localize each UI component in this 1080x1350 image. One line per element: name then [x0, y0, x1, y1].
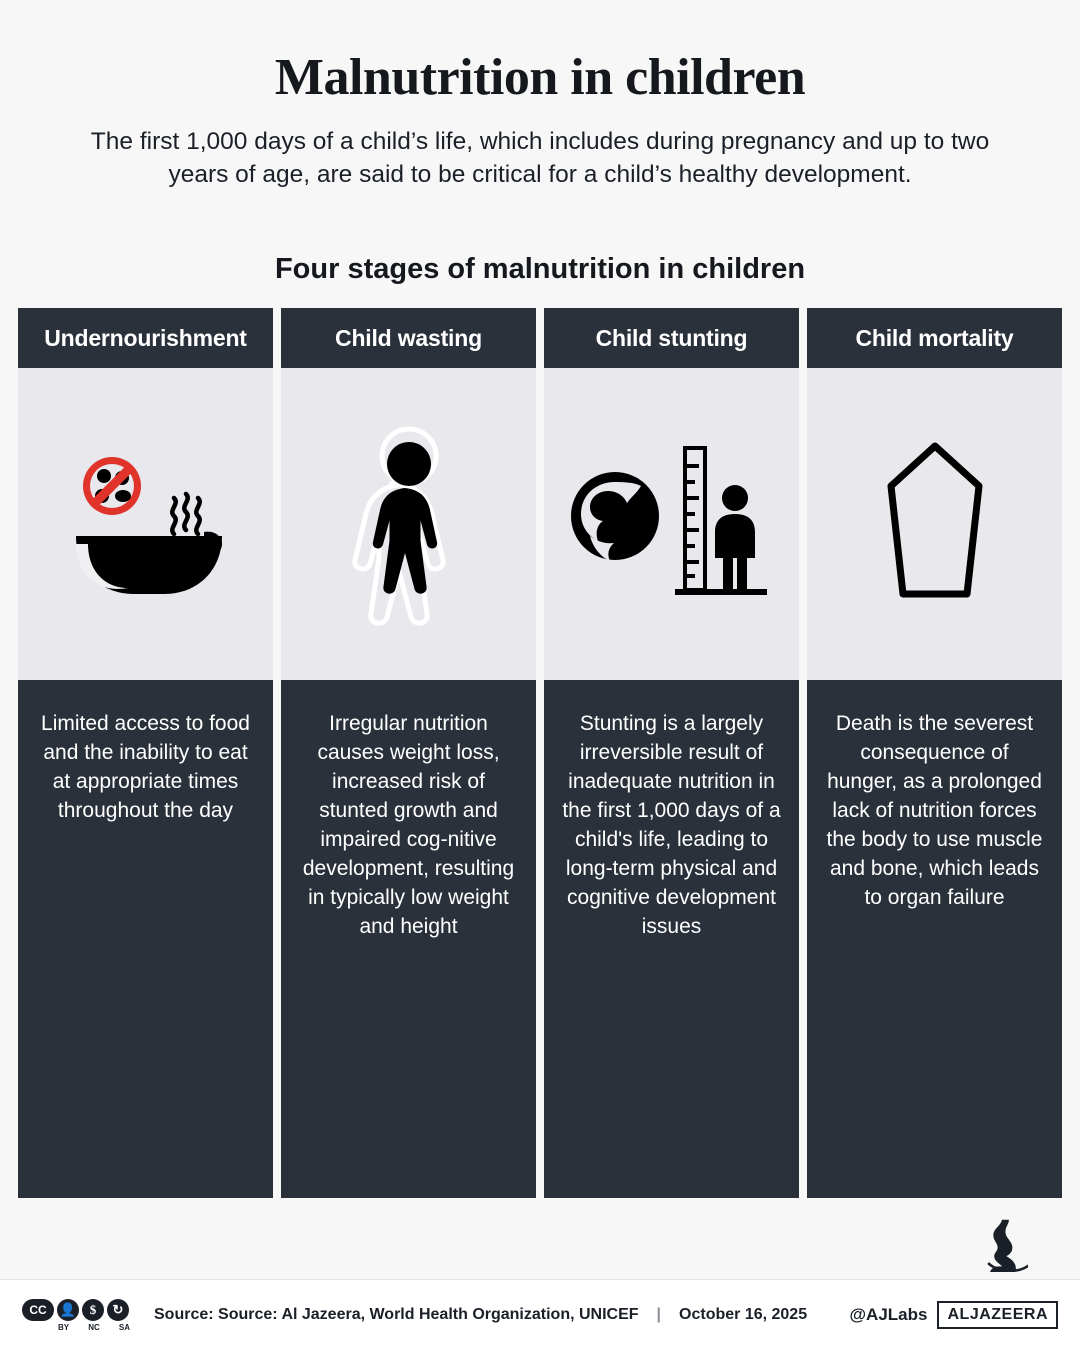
stage-card-icon-panel: [18, 368, 273, 680]
stage-card-body: Limited access to food and the inability to eat at appropriate times throughout the day: [18, 680, 273, 1198]
stage-card-header: Child mortality: [807, 308, 1062, 368]
publish-date: October 16, 2025: [679, 1306, 808, 1323]
creative-commons-badge: [22, 1299, 132, 1332]
stage-card-body: Stunting is a largely irreversible result of inadequate nutrition in the first 1,000 days of a child's life, leading to long-term physical and cognitive development issues: [544, 680, 799, 1198]
page-title: Malnutrition in children: [274, 49, 806, 106]
cc-icon: CC: [22, 1299, 54, 1321]
stage-card-child-wasting: [281, 308, 536, 1198]
stage-card-body: Death is the severest consequence of hunger, as a prolonged lack of nutrition forces the body to use muscle and bone, which leads to organ failure: [807, 680, 1062, 1198]
stage-card-child-mortality: [807, 308, 1062, 1198]
stage-card-header: Child wasting: [281, 308, 536, 368]
no-food-bowl-icon: [46, 424, 246, 624]
stage-card-body: Irregular nutrition causes weight loss, increased risk of stunted growth and impaired cog-nitive development, resulting in typically low weight and height: [281, 680, 536, 1198]
page-subtitle: The first 1,000 days of a child’s life, which includes during pregnancy and up to two years of age, are said to be critical for a child’s healthy development.: [90, 128, 990, 189]
cc-nc-icon: $: [82, 1299, 104, 1321]
al-jazeera-logo: [976, 1216, 1028, 1272]
stage-card-header: Child stunting: [544, 308, 799, 368]
ajlabs-handle[interactable]: @AJLabs: [849, 1305, 928, 1324]
cc-by-label: BY: [58, 1322, 70, 1332]
stage-card-icon-panel: [807, 368, 1062, 680]
stage-card-undernourishment: [18, 308, 273, 1198]
stage-card-child-stunting: [544, 308, 799, 1198]
source-text: Source: Source: Al Jazeera, World Health Organization, UNICEF: [154, 1306, 639, 1323]
fetus-and-height-chart-icon: [557, 424, 787, 624]
cc-sa-icon: ↻: [107, 1299, 129, 1321]
stage-cards: [0, 308, 1080, 1198]
footer-divider: |: [656, 1306, 662, 1323]
section-title: Four stages of malnutrition in children: [274, 253, 806, 286]
stage-card-icon-panel: [281, 368, 536, 680]
aljazeera-wordmark: ALJAZEERA: [937, 1301, 1058, 1329]
cc-nc-label: NC: [88, 1322, 100, 1332]
stage-card-icon-panel: [544, 368, 799, 680]
coffin-icon: [855, 424, 1015, 624]
wasting-child-figure-icon: [309, 414, 509, 634]
footer: [0, 1279, 1080, 1350]
stage-card-header: Undernourishment: [18, 308, 273, 368]
cc-by-icon: 👤: [57, 1299, 79, 1321]
cc-sa-label: SA: [118, 1322, 130, 1332]
footer-brand: [849, 1301, 1058, 1329]
